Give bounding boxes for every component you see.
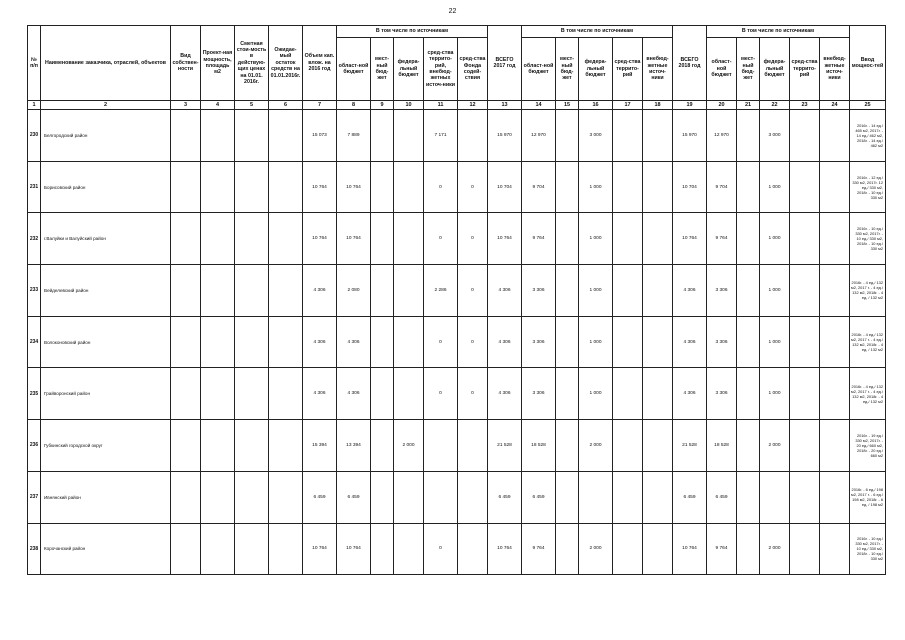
row-extrabudget-2017 [643,316,673,368]
column-number: 9 [371,101,394,110]
row-federal-2018: 2 000 [760,523,790,575]
row-volume-2016: 4 306 [303,368,337,420]
column-number: 15 [556,101,579,110]
row-federal-2017: 3 000 [579,110,613,162]
row-local-2018 [737,161,760,213]
row-expected-balance [269,523,303,575]
row-local-2018 [737,316,760,368]
row-federal-2016: 2 000 [394,420,424,472]
table-row [28,265,886,317]
row-number: 233 [28,265,41,317]
row-total-2017: 4 306 [488,368,522,420]
row-territorial-2016: 0 [424,523,458,575]
column-number: 14 [522,101,556,110]
row-commissioning: 2016г. - 4 ед./ 132 м2, 2017 г. - 4 ед./ 132 м2, 2018г. - 4 ед. / 132 м2 [850,265,886,317]
row-number: 231 [28,161,41,213]
row-total-2017: 6 459 [488,471,522,523]
row-regional-2016: 4 306 [337,368,371,420]
column-number: 8 [337,101,371,110]
column-number-row [28,101,886,110]
header-sources-2018: В том числе по источникам [707,26,850,38]
row-expected-balance [269,110,303,162]
row-regional-2018: 6 459 [707,471,737,523]
row-estimate-cost [235,316,269,368]
row-extrabudget-2017 [643,523,673,575]
row-total-2017: 10 764 [488,213,522,265]
row-total-2017: 10 704 [488,161,522,213]
header-territorial-2016: сред-ства террито-рий, внебюд-жетных источ-ники [424,38,458,101]
row-expected-balance [269,265,303,317]
row-expected-balance [269,368,303,420]
column-number: 13 [488,101,522,110]
row-district-name: Корочанский район [41,523,171,575]
row-extrabudget-2018 [820,110,850,162]
row-expected-balance [269,471,303,523]
row-local-2018 [737,523,760,575]
row-total-2018: 4 306 [673,265,707,317]
row-territorial-2016 [424,420,458,472]
row-number: 236 [28,420,41,472]
row-number: 234 [28,316,41,368]
row-regional-2016: 10 764 [337,161,371,213]
row-territorial-2016: 0 [424,316,458,368]
row-extrabudget-2018 [820,161,850,213]
header-federal-2017: федера-льный бюджет [579,38,613,101]
row-kind [171,368,201,420]
row-design-capacity [201,161,235,213]
row-total-2017: 4 306 [488,316,522,368]
row-territorial-2017 [613,316,643,368]
row-estimate-cost [235,110,269,162]
row-territorial-2016: 2 286 [424,265,458,317]
row-volume-2016: 4 306 [303,265,337,317]
row-territorial-2017 [613,471,643,523]
row-estimate-cost [235,420,269,472]
header-fund-2016: сред-ства Фонда содей-ствия [458,38,488,101]
header-regional-2017: област-ной бюджет [522,38,556,101]
column-number: 22 [760,101,790,110]
row-kind [171,420,201,472]
row-local-2017 [556,265,579,317]
row-regional-2017: 3 306 [522,368,556,420]
row-regional-2017: 6 459 [522,471,556,523]
row-number: 232 [28,213,41,265]
table-row [28,213,886,265]
row-local-2016 [371,316,394,368]
row-federal-2017: 1 000 [579,213,613,265]
row-extrabudget-2018 [820,420,850,472]
row-federal-2016 [394,316,424,368]
row-total-2018: 21 528 [673,420,707,472]
row-federal-2018: 3 000 [760,110,790,162]
row-federal-2016 [394,471,424,523]
row-volume-2016: 15 073 [303,110,337,162]
column-number: 1 [28,101,41,110]
row-estimate-cost [235,265,269,317]
row-regional-2018: 9 764 [707,213,737,265]
row-federal-2016 [394,523,424,575]
header-kind: Вид собствен-ности [171,26,201,101]
row-kind [171,265,201,317]
table-row [28,110,886,162]
row-territorial-2016: 0 [424,368,458,420]
row-total-2017: 10 764 [488,523,522,575]
table-row [28,161,886,213]
row-local-2016 [371,420,394,472]
row-number: 235 [28,368,41,420]
row-local-2018 [737,110,760,162]
row-estimate-cost [235,161,269,213]
row-federal-2017 [579,471,613,523]
row-total-2018: 10 764 [673,523,707,575]
row-fund-2016: 0 [458,161,488,213]
row-number: 230 [28,110,41,162]
header-expected-balance: Ожидае-мый остаток средств на 01.01.2016г. [269,26,303,101]
row-extrabudget-2018 [820,523,850,575]
column-number: 19 [673,101,707,110]
row-territorial-2016: 0 [424,213,458,265]
row-extrabudget-2018 [820,368,850,420]
row-kind [171,471,201,523]
row-total-2018: 15 970 [673,110,707,162]
row-extrabudget-2017 [643,161,673,213]
row-extrabudget-2018 [820,471,850,523]
row-commissioning: 2016г. - 12 ед./ 330 м2, 2017г. 12 ед./ 330 м2, 2018г. - 10 ед./ 330 м2 [850,161,886,213]
row-regional-2016: 10 764 [337,213,371,265]
row-local-2017 [556,161,579,213]
row-federal-2018: 1 000 [760,265,790,317]
row-local-2017 [556,471,579,523]
table-row [28,420,886,472]
row-federal-2018: 2 000 [760,420,790,472]
header-federal-2018: федера-льный бюджет [760,38,790,101]
row-estimate-cost [235,213,269,265]
row-local-2017 [556,316,579,368]
row-federal-2016 [394,213,424,265]
row-regional-2016: 10 764 [337,523,371,575]
header-volume-2016: Объем кап. влож. на 2016 год [303,26,337,101]
row-federal-2016 [394,265,424,317]
column-number: 3 [171,101,201,110]
row-local-2018 [737,368,760,420]
row-commissioning: 2016г. - 6 ед./ 198 м2, 2017 г. - 6 ед./ 198 м2, 2018г. - 6 ед. / 198 м2 [850,471,886,523]
row-volume-2016: 6 459 [303,471,337,523]
row-fund-2016: 0 [458,265,488,317]
row-design-capacity [201,523,235,575]
row-local-2017 [556,368,579,420]
row-regional-2016: 4 306 [337,316,371,368]
column-number: 24 [820,101,850,110]
row-district-name: Борисовский район [41,161,171,213]
header-extrabudget-2017: внебюд-жетные источ-ники [643,38,673,101]
row-regional-2016: 2 080 [337,265,371,317]
column-number: 10 [394,101,424,110]
row-local-2017 [556,420,579,472]
column-number: 12 [458,101,488,110]
table-row [28,316,886,368]
column-number: 18 [643,101,673,110]
row-volume-2016: 10 764 [303,161,337,213]
row-regional-2017: 18 528 [522,420,556,472]
row-district-name: г.Валуйки и Валуйский район [41,213,171,265]
row-extrabudget-2018 [820,213,850,265]
row-territorial-2017 [613,523,643,575]
row-expected-balance [269,161,303,213]
row-federal-2018 [760,471,790,523]
header-estimate-cost: Сметная стои-мость в действую-щих ценах на 01.01. 2016г. [235,26,269,101]
row-total-2018: 10 704 [673,161,707,213]
row-design-capacity [201,471,235,523]
row-commissioning: 2016г. - 14 ед./ 465 м2, 2017г. - 14 ед./ 462 м2, 2018г. - 14 ед./ 462 м2 [850,110,886,162]
row-design-capacity [201,110,235,162]
row-total-2018: 4 306 [673,316,707,368]
row-territorial-2016: 0 [424,161,458,213]
header-regional-2018: област-ной бюджет [707,38,737,101]
row-local-2016 [371,265,394,317]
row-federal-2016 [394,161,424,213]
row-expected-balance [269,316,303,368]
row-district-name: Волоконовский район [41,316,171,368]
row-commissioning: 2016г. - 4 ед./ 132 м2, 2017 г. - 4 ед./ 132 м2, 2018г. - 4 ед./ 132 м2 [850,368,886,420]
row-federal-2017: 1 000 [579,316,613,368]
row-total-2017: 21 528 [488,420,522,472]
row-design-capacity [201,265,235,317]
row-extrabudget-2018 [820,316,850,368]
row-territorial-2017 [613,213,643,265]
row-total-2018: 10 764 [673,213,707,265]
row-extrabudget-2017 [643,368,673,420]
column-number: 25 [850,101,886,110]
row-design-capacity [201,420,235,472]
column-number: 6 [269,101,303,110]
row-design-capacity [201,213,235,265]
header-local-2017: мест-ный бюд-жет [556,38,579,101]
row-fund-2016: 0 [458,368,488,420]
row-local-2016 [371,110,394,162]
row-territorial-2018 [790,523,820,575]
row-regional-2016: 7 889 [337,110,371,162]
row-extrabudget-2017 [643,420,673,472]
row-district-name: Ивнянский район [41,471,171,523]
row-regional-2018: 3 306 [707,316,737,368]
header-extrabudget-2018: внебюд-жетные источ-ники [820,38,850,101]
row-territorial-2016 [424,471,458,523]
row-local-2017 [556,523,579,575]
row-federal-2018: 1 000 [760,161,790,213]
row-commissioning: 2016г. - 10 ед./ 330 м2, 2017г. - 10 ед./ 330 м2, 2018г. - 10 ед./ 330 м2 [850,523,886,575]
header-sources-2017: В том числе по источникам [522,26,673,38]
row-federal-2016 [394,368,424,420]
column-number: 21 [737,101,760,110]
row-local-2016 [371,213,394,265]
header-territorial-2017: сред-ства террито-рий [613,38,643,101]
row-territorial-2017 [613,110,643,162]
header-design-capacity: Проект-ная мощность, площадь м2 [201,26,235,101]
row-local-2017 [556,213,579,265]
row-regional-2018: 12 970 [707,110,737,162]
row-fund-2016 [458,420,488,472]
row-regional-2016: 13 394 [337,420,371,472]
row-local-2016 [371,368,394,420]
row-extrabudget-2017 [643,110,673,162]
row-fund-2016 [458,471,488,523]
row-expected-balance [269,420,303,472]
row-total-2017: 15 970 [488,110,522,162]
row-territorial-2018 [790,265,820,317]
column-number: 16 [579,101,613,110]
row-district-name: Вейделевский район [41,265,171,317]
row-local-2018 [737,213,760,265]
table-row [28,471,886,523]
header-territorial-2018: сред-ства террито-рий [790,38,820,101]
row-volume-2016: 10 764 [303,523,337,575]
row-extrabudget-2017 [643,213,673,265]
row-fund-2016: 0 [458,316,488,368]
row-design-capacity [201,316,235,368]
row-regional-2018: 9 704 [707,161,737,213]
row-federal-2018: 1 000 [760,316,790,368]
row-regional-2018: 3 306 [707,265,737,317]
row-estimate-cost [235,368,269,420]
row-total-2017: 4 306 [488,265,522,317]
header-local-2018: мест-ный бюд-жет [737,38,760,101]
header-federal-2016: федера-льный бюджет [394,38,424,101]
row-regional-2017: 3 306 [522,265,556,317]
row-district-name: Губкинский городской округ [41,420,171,472]
row-number: 237 [28,471,41,523]
row-volume-2016: 10 764 [303,213,337,265]
row-territorial-2018 [790,368,820,420]
row-federal-2017: 2 000 [579,420,613,472]
table-row [28,523,886,575]
header-total-2017: ВСЕГО 2017 год [488,26,522,101]
row-kind [171,110,201,162]
header-name: Наименование заказчика, отраслей, объектов [41,26,171,101]
row-territorial-2018 [790,110,820,162]
row-volume-2016: 15 394 [303,420,337,472]
row-territorial-2018 [790,316,820,368]
row-territorial-2017 [613,265,643,317]
row-design-capacity [201,368,235,420]
row-local-2016 [371,161,394,213]
header-commissioning: Ввод мощнос-тей [850,26,886,101]
row-territorial-2017 [613,420,643,472]
page-number: 22 [448,8,457,15]
row-district-name: Грайворонский район [41,368,171,420]
row-number: 238 [28,523,41,575]
row-commissioning: 2016г. - 10 ед./ 330 м2, 2017г. - 10 ед./ 330 м2, 2018г. - 10 ед./ 330 м2 [850,213,886,265]
column-number: 7 [303,101,337,110]
row-territorial-2018 [790,213,820,265]
column-number: 5 [235,101,269,110]
row-regional-2018: 9 764 [707,523,737,575]
column-number: 17 [613,101,643,110]
column-number: 2 [41,101,171,110]
row-territorial-2017 [613,368,643,420]
row-local-2016 [371,523,394,575]
row-federal-2017: 1 000 [579,265,613,317]
row-local-2017 [556,110,579,162]
row-regional-2016: 6 459 [337,471,371,523]
column-number: 23 [790,101,820,110]
column-number: 11 [424,101,458,110]
header-sources-2016: В том числе по источникам [337,26,488,38]
row-kind [171,523,201,575]
row-federal-2016 [394,110,424,162]
header-regional-2016: област-ной бюджет [337,38,371,101]
header-total-2018: ВСЕГО 2018 год [673,26,707,101]
row-fund-2016 [458,110,488,162]
row-regional-2018: 18 528 [707,420,737,472]
table-row [28,368,886,420]
row-regional-2017: 12 970 [522,110,556,162]
row-kind [171,213,201,265]
row-fund-2016 [458,523,488,575]
row-regional-2017: 3 306 [522,316,556,368]
row-extrabudget-2018 [820,265,850,317]
row-federal-2017: 1 000 [579,161,613,213]
row-estimate-cost [235,523,269,575]
table-body [28,110,886,575]
row-regional-2017: 9 704 [522,161,556,213]
row-local-2018 [737,265,760,317]
row-estimate-cost [235,471,269,523]
row-regional-2018: 3 306 [707,368,737,420]
row-federal-2017: 2 000 [579,523,613,575]
row-kind [171,316,201,368]
row-regional-2017: 9 764 [522,523,556,575]
row-district-name: Белгородский район [41,110,171,162]
column-number: 20 [707,101,737,110]
investment-table [27,25,886,575]
row-territorial-2018 [790,471,820,523]
row-territorial-2017 [613,161,643,213]
row-total-2018: 6 459 [673,471,707,523]
row-total-2018: 4 306 [673,368,707,420]
row-federal-2018: 1 000 [760,213,790,265]
row-extrabudget-2017 [643,265,673,317]
row-volume-2016: 4 306 [303,316,337,368]
header-row-top [28,26,886,38]
row-territorial-2018 [790,161,820,213]
row-local-2016 [371,471,394,523]
row-fund-2016: 0 [458,213,488,265]
row-federal-2017: 1 000 [579,368,613,420]
column-number: 4 [201,101,235,110]
row-local-2018 [737,471,760,523]
row-territorial-2016: 7 171 [424,110,458,162]
row-regional-2017: 9 764 [522,213,556,265]
header-local-2016: мест-ный бюд-жет [371,38,394,101]
header-no: № п/п [28,26,41,101]
row-commissioning: 2016г. - 19 ед./ 330 м2, 2017г. - 20 ед./ 660 м2, 2018г. - 20 ед./ 660 м2 [850,420,886,472]
row-kind [171,161,201,213]
row-federal-2018: 1 000 [760,368,790,420]
row-territorial-2018 [790,420,820,472]
row-commissioning: 2016г. - 4 ед./ 132 м2, 2017 г. - 4 ед./ 132 м2, 2018г. - 4 ед. / 132 м2 [850,316,886,368]
row-expected-balance [269,213,303,265]
row-extrabudget-2017 [643,471,673,523]
row-local-2018 [737,420,760,472]
